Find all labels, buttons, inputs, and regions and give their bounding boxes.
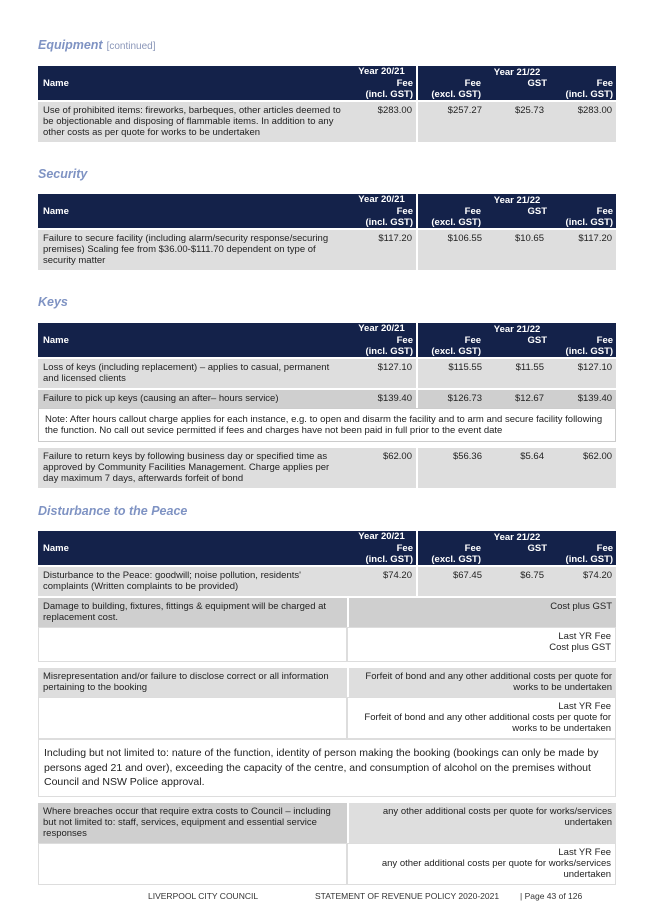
footer-page-number: | Page 43 of 126 bbox=[520, 891, 583, 901]
table-row bbox=[38, 228, 616, 270]
table-header-row bbox=[38, 323, 616, 357]
header-year-label: Year 21/22 bbox=[493, 67, 541, 78]
row-gst: $11.55 bbox=[486, 357, 548, 388]
header-gst: GST bbox=[527, 543, 548, 554]
header-gst: GST bbox=[527, 78, 548, 89]
row-gst: $5.64 bbox=[486, 446, 548, 488]
header-year-label: Year 20/21 bbox=[358, 323, 405, 334]
section-title-disturbance: Disturbance to the Peace bbox=[38, 504, 188, 518]
header-name: Name bbox=[38, 194, 347, 228]
row-fee-incl: $62.00 bbox=[548, 446, 616, 488]
row-fee-excl: $106.55 bbox=[416, 228, 486, 270]
row-name: Loss of keys (including replacement) – applies to casual, permanent and licensed clients bbox=[38, 357, 347, 388]
continued-label: [continued] bbox=[106, 41, 156, 52]
row-fee-excl: $126.73 bbox=[416, 388, 486, 408]
last-year-label: Last YR Fee bbox=[558, 701, 612, 712]
note-row bbox=[38, 408, 616, 442]
header-excl-gst: (excl. GST) bbox=[431, 217, 482, 228]
row-fee-excl: $115.55 bbox=[416, 357, 486, 388]
table-header-row bbox=[38, 194, 616, 228]
row-gst: $12.67 bbox=[486, 388, 548, 408]
last-year-cell bbox=[347, 697, 616, 739]
header-incl-gst: (incl. GST) bbox=[365, 217, 413, 228]
row-fee-incl: $139.40 bbox=[548, 388, 616, 408]
header-fee: Fee bbox=[396, 543, 413, 554]
security-table bbox=[38, 194, 616, 270]
header-fee: Fee bbox=[464, 78, 482, 89]
header-fee: Fee bbox=[596, 543, 614, 554]
header-year-2122 bbox=[416, 323, 616, 357]
header-year-label: Year 21/22 bbox=[493, 195, 541, 206]
header-excl-gst: (excl. GST) bbox=[431, 346, 482, 357]
row-fee-text: Forfeit of bond and any other additional costs per quote for works to be undertaken bbox=[347, 666, 616, 697]
row-fee-2021: $62.00 bbox=[347, 446, 416, 488]
header-year-2021 bbox=[347, 194, 416, 228]
header-fee: Fee bbox=[396, 335, 413, 346]
header-year-2122 bbox=[416, 66, 616, 100]
last-year-cell bbox=[347, 843, 616, 885]
last-year-value: Cost plus GST bbox=[549, 642, 612, 653]
row-fee-text: any other additional costs per quote for works/services undertaken bbox=[347, 801, 616, 843]
row-name: Failure to pick up keys (causing an after– hours service) bbox=[38, 388, 347, 408]
header-fee: Fee bbox=[596, 206, 614, 217]
row-name: Use of prohibited items: fireworks, barbeques, other articles deemed to be objectionable and disposing of flammable items. In addition to any other costs as per quote for works to be undertaken bbox=[38, 100, 347, 142]
table-row bbox=[38, 596, 616, 627]
note-text: Note: After hours callout charge applies for each instance, e.g. to open and disarm the facility and to arm and secure facility following the function. No call out sevice permitted if fees and charges have not been paid in full prior to the event date bbox=[38, 408, 616, 442]
last-year-value: Forfeit of bond and any other additional costs per quote for works to be undertaken bbox=[364, 712, 612, 734]
header-fee: Fee bbox=[596, 335, 614, 346]
disturbance-table bbox=[38, 531, 616, 885]
header-year-2021 bbox=[347, 66, 416, 100]
header-year-2021 bbox=[347, 531, 416, 565]
table-header-row bbox=[38, 66, 616, 100]
table-header-row bbox=[38, 531, 616, 565]
last-year-cell bbox=[347, 627, 616, 662]
header-fee: Fee bbox=[596, 78, 614, 89]
row-fee-excl: $257.27 bbox=[416, 100, 486, 142]
table-row bbox=[38, 801, 616, 843]
header-incl-gst: (incl. GST) bbox=[365, 554, 413, 565]
row-fee-incl: $127.10 bbox=[548, 357, 616, 388]
table-row bbox=[38, 100, 616, 142]
header-name: Name bbox=[38, 323, 347, 357]
header-year-2021 bbox=[347, 323, 416, 357]
equipment-table bbox=[38, 66, 616, 142]
table-row bbox=[38, 388, 616, 408]
row-fee-text: Cost plus GST bbox=[347, 596, 616, 627]
section-title-keys: Keys bbox=[38, 295, 68, 309]
row-fee-2021: $283.00 bbox=[347, 100, 416, 142]
section-title-equipment bbox=[38, 38, 156, 52]
table-row bbox=[38, 565, 616, 596]
row-name: Misrepresentation and/or failure to disclose correct or all information pertaining to the booking bbox=[38, 666, 347, 697]
header-incl-gst: (incl. GST) bbox=[365, 89, 413, 100]
paragraph-row bbox=[38, 739, 616, 797]
footer-council: LIVERPOOL CITY COUNCIL bbox=[148, 891, 259, 901]
header-year-label: Year 20/21 bbox=[358, 531, 405, 542]
header-year-2122 bbox=[416, 531, 616, 565]
row-gst: $6.75 bbox=[486, 565, 548, 596]
section-title-security: Security bbox=[38, 167, 88, 181]
row-name: Failure to secure facility (including alarm/security response/securing premises) Scaling fee from $36.00-$111.70 dependent on type of security matter bbox=[38, 228, 347, 270]
header-year-label: Year 20/21 bbox=[358, 194, 405, 205]
header-fee: Fee bbox=[464, 543, 482, 554]
header-incl-gst: (incl. GST) bbox=[565, 89, 614, 100]
row-fee-excl: $67.45 bbox=[416, 565, 486, 596]
table-row bbox=[38, 666, 616, 697]
header-year-label: Year 21/22 bbox=[493, 324, 541, 335]
row-fee-2021: $74.20 bbox=[347, 565, 416, 596]
last-year-row bbox=[38, 697, 616, 739]
conditions-paragraph: Including but not limited to: nature of the function, identity of person making the booking (bookings can only be made by persons aged 21 and over), exceeding the capacity of the centre, and consumption of alcohol on the premises without Council and NSW Police approval. bbox=[38, 739, 616, 797]
last-year-value: any other additional costs per quote for works/services undertaken bbox=[381, 857, 612, 880]
header-excl-gst: (excl. GST) bbox=[431, 89, 482, 100]
last-year-label: Last YR Fee bbox=[558, 631, 612, 642]
row-fee-incl: $117.20 bbox=[548, 228, 616, 270]
last-year-row bbox=[38, 627, 616, 662]
row-name: Failure to return keys by following business day or specified time as approved by Community Facilities Management. Charge applies per day maximum 7 days, afterwards forfeit of bond bbox=[38, 446, 347, 488]
header-incl-gst: (incl. GST) bbox=[365, 346, 413, 357]
header-year-label: Year 21/22 bbox=[493, 532, 541, 543]
row-fee-excl: $56.36 bbox=[416, 446, 486, 488]
footer-document-title: STATEMENT OF REVENUE POLICY 2020-2021 bbox=[315, 891, 500, 901]
last-year-label: Last YR Fee bbox=[558, 846, 612, 858]
header-gst: GST bbox=[527, 206, 548, 217]
header-fee: Fee bbox=[464, 206, 482, 217]
table-row bbox=[38, 357, 616, 388]
last-year-row bbox=[38, 843, 616, 885]
row-name: Where breaches occur that require extra costs to Council – including but not limited to: staff, services, equipment and essential service responses bbox=[38, 801, 347, 843]
table-row bbox=[38, 446, 616, 488]
section-title-text: Equipment bbox=[38, 38, 103, 52]
row-fee-2021: $139.40 bbox=[347, 388, 416, 408]
header-fee: Fee bbox=[396, 206, 413, 217]
header-year-label: Year 20/21 bbox=[358, 66, 405, 77]
header-incl-gst: (incl. GST) bbox=[565, 554, 614, 565]
header-year-2122 bbox=[416, 194, 616, 228]
header-gst: GST bbox=[527, 335, 548, 346]
header-name: Name bbox=[38, 531, 347, 565]
header-fee: Fee bbox=[396, 78, 413, 89]
row-gst: $10.65 bbox=[486, 228, 548, 270]
row-fee-incl: $283.00 bbox=[548, 100, 616, 142]
header-excl-gst: (excl. GST) bbox=[431, 554, 482, 565]
row-name: Damage to building, fixtures, fittings & equipment will be charged at replacement cost. bbox=[38, 596, 347, 627]
keys-table bbox=[38, 323, 616, 488]
header-fee: Fee bbox=[464, 335, 482, 346]
header-name: Name bbox=[38, 66, 347, 100]
row-fee-2021: $117.20 bbox=[347, 228, 416, 270]
row-fee-2021: $127.10 bbox=[347, 357, 416, 388]
header-incl-gst: (incl. GST) bbox=[565, 346, 614, 357]
header-incl-gst: (incl. GST) bbox=[565, 217, 614, 228]
row-fee-incl: $74.20 bbox=[548, 565, 616, 596]
row-name: Disturbance to the Peace: goodwill; noise pollution, residents' complaints (Written complaints to be provided) bbox=[38, 565, 347, 596]
row-gst: $25.73 bbox=[486, 100, 548, 142]
